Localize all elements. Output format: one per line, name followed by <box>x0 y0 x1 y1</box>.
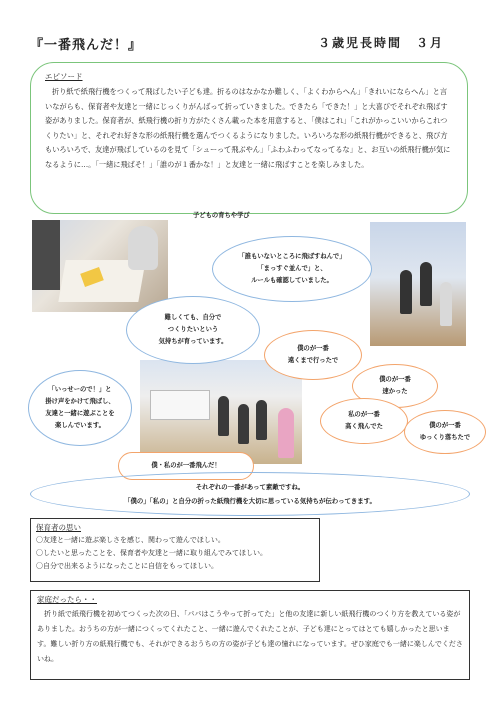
bubble-self-motivation: 難しくても、自分で つくりたいという 気持ちが育っています。 <box>126 296 260 364</box>
photo-children-throwing <box>370 222 466 346</box>
class-label: ３歳児長時間 ３月 <box>318 36 445 50</box>
summary-bubble <box>30 472 470 516</box>
bubble-farthest: 僕のが一番 遠くまで行ったで <box>264 330 362 380</box>
summary-line-1: それぞれの一番があって素敵ですね。 <box>195 483 305 491</box>
episode-heading: エピソード <box>45 72 83 81</box>
teacher-wishes-box <box>30 518 320 582</box>
growth-label: 子どもの育ちや学び <box>193 212 250 219</box>
home-box <box>30 590 470 680</box>
bubble-calling-together: 「いっせーので！」と 掛け声をかけて飛ばし、 友達と一緒に遊ぶことを 楽しんでいます。 <box>28 370 132 446</box>
home-body: 折り紙で紙飛行機を初めてつくった次の日、「パパはこうやって折ってた」と他の友達に新しい紙飛行機のつくり方を教えている姿がありました。おうちの方が一緒につくってくれたこと、一緒に遊んでくれたことが、子ども達にとってはとても嬉しかったと思います。難しい折り方の紙飛行機でも、それができるおうちの方の姿が子ども達の憧れになっています。ぜひ家庭でも一緒に楽しんでくださいね。 <box>37 610 463 663</box>
photo-children-playing <box>140 360 302 464</box>
bubble-slowest: 僕のが一番 ゆっくり落ちたで <box>404 410 486 454</box>
bubble-mine-flew-most: 僕・私のが一番飛んだ！ <box>118 452 254 480</box>
home-heading: 家庭だったら・・ <box>37 595 97 604</box>
teacher-wish-item: 〇したいと思ったことを、保育者や友達と一緒に取り組んでみてほしい。 <box>36 549 267 557</box>
bubble-fastest: 僕のが一番 速かった <box>352 364 438 408</box>
photo-folding-planes <box>32 220 168 312</box>
bubble-rules: 「誰もいないところに飛ばすねんで」 「まっすぐ並んで」と、 ルールも確認していました。 <box>212 236 372 302</box>
teacher-wish-item: 〇友達と一緒に遊ぶ楽しさを感じ、関わって遊んでほしい。 <box>36 536 225 544</box>
episode-box <box>30 62 468 214</box>
bubble-highest: 私のが一番 高く飛んでた <box>320 398 408 444</box>
episode-body: 折り紙で紙飛行機をつくって飛ばしたい子ども達。折るのはなかなか難しく、「よくわからへん」「きれいにならへん」と言いながらも、保育者や友達と一緒にじっくりがんばって折っていきました。できたら「できた！」と大喜びでそれぞれ飛ばす姿がありました。保育者が、紙飛行機の折り方がたくさん載った本を用意すると、「僕はこれ」「これがかっこいいからこれつくりたい」と、それぞれ好きな形の紙飛行機を選んでつくるようになりました。いろいろな形の紙飛行機ができると、飛び方もいろいろで、友達が飛ばしているのを見て「シューって飛ぶやん」「ふわふわってなってるな」と、お互いの紙飛行機が気になるように…。「一緒に飛ばそ！」「誰のが１番かな！」と友達と一緒に飛ばすことを楽しみました。 <box>45 87 451 169</box>
summary-line-2: 「僕の」「私の」と自分の折った紙飛行機を大切に思っている気持ちが伝わってきます。 <box>124 497 376 505</box>
teacher-wishes-heading: 保育者の思い <box>36 523 81 532</box>
teacher-wish-item: 〇自分で出来るようになったことに自信をもってほしい。 <box>36 562 218 570</box>
page-title: 『一番飛んだ！』 <box>30 38 143 53</box>
